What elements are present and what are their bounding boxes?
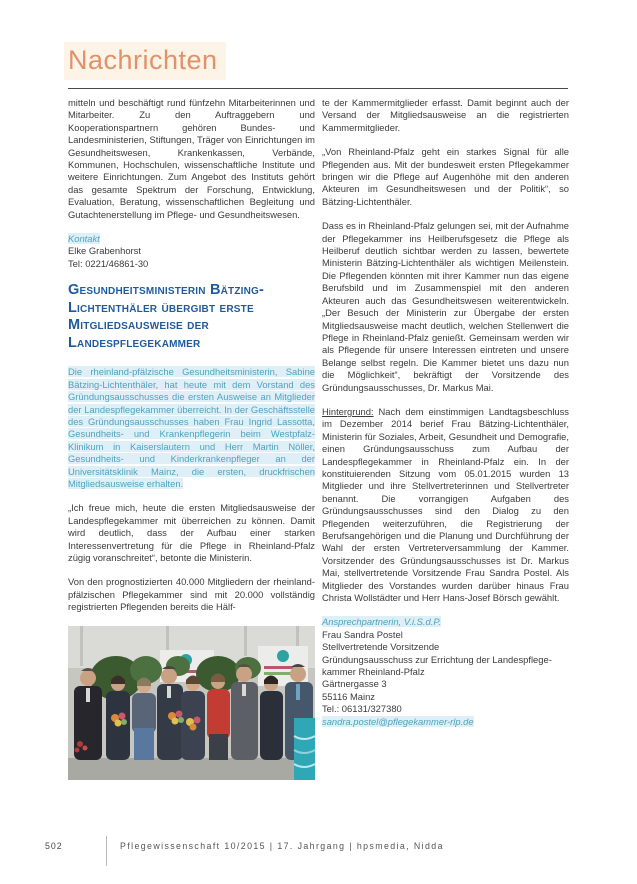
contact-block-ansprechpartnerin: [322, 616, 569, 728]
group-photo: [68, 626, 315, 780]
page-title: Nachrichten: [64, 42, 226, 80]
paragraph-meilenstein: Dass es in Rheinland-Pfalz gelungen sei, mit der Aufnahme der Pflegekammer ins Heilberufsgesetz die Pflege als Heilberuf deutlich sichtbar werden zu lassen, bewertete Ministerin Bätzing-Lichtenthäler als wichtigen Meilenstein. Die Pflegenden könnten mit ihrer Kammer nun das eigene Berufsbild und im Zusammenspiel mit den anderen Akteuren auch das Gesundheitswesen weiterentwickeln. „Der Besuch der Ministerin zur Übergabe der ersten Mitgliedsausweise macht deutlich, welchen Stellenwert die Pflege in Rheinland-Pfalz genießt. Gemeinsam werden wir als Pflegende für unsere Interessen eintreten und unsere Belange selbst regeln. Die Kammer bietet uns dazu nun die Möglichkeit“, bekräftigt der Vorsitzende des Gründungsausschusses, Dr. Markus Mai.: [322, 220, 570, 393]
kontakt-name: Elke Grabenhorst: [68, 245, 141, 257]
footer-divider: [106, 836, 107, 866]
page-footer: [0, 838, 637, 872]
article-heading: Gesundheitsministerin Bätzing-Lichtenthäler übergibt erste Mitgliedsausweise der Landespflegekammer: [68, 282, 265, 351]
journal-info: Pflegewissenschaft 10/2015 | 17. Jahrgang | hpsmedia, Nidda: [120, 841, 444, 851]
paragraph-signal-zitat: „Von Rheinland-Pfalz geht ein starkes Signal für alle Pflegenden aus. Mit der bundesweit ersten Pflegekammer bringen wir die Pflege auf Augenhöhe mit den anderen Akteuren im Gesundheitswesen und der Politik“, so Bätzing-Lichtenthäler.: [322, 146, 569, 207]
contact-name: Frau Sandra Postel: [322, 628, 403, 640]
hintergrund-label: Hintergrund:: [322, 405, 374, 417]
contact-role-line: Ansprechpartnerin, V.i.S.d.P.: [322, 616, 441, 628]
right-column: [322, 97, 569, 740]
title-divider: [68, 88, 568, 89]
contact-city: 55116 Mainz: [322, 690, 375, 702]
teal-text: Die rheinland-pfälzische Gesundheitsministerin, Sabine Bätzing-Lichtenthäler, hat heute mit dem Vorstand des Gründungsausschusses die ersten Ausweise an Mitglieder der Landespflegekammer überreicht. In der Geschäftsstelle des Gründungsausschusses haben Frau Ingrid Lassotta, Gesundheits- und Krankenpflegerin beim Westpfalz-Klinikum in Kaiserslautern und Herr Martin Nöller, Gesundheits- und Kinderkrankenpfleger an der Universitätsklinik Mainz, die ersten, druckfrischen Mitgliedsausweise erhalten.: [68, 366, 315, 489]
paragraph-kammermitglieder: te der Kammermitglieder erfasst. Damit beginnt auch der Versand der Mitgliedsausweise an die registrierten Kammermitglieder.: [322, 97, 569, 133]
contact-tel: Tel.: 06131/327380: [322, 703, 402, 715]
paragraph-institute: mitteln und beschäftigt rund fünfzehn Mitarbeiterinnen und Mitarbeiter. Zu den Auftraggebern und Kooperationspartnern gehören Bundes- und Landesministerien, Stiftungen, Träger von Einrichtungen im Gesundheitswesen, Krankenkassen, Verbände, Kommunen, Hochschulen, wissenschaftliche Institute und weitere Einrichtungen. Zum Angebot des Instituts gehört das gesamte Spektrum der Forschung, Entwicklung, Evaluation, Beratung, wissenschaftlichen Begleitung und Gutachtenerstellung im Pflege- und Gesundheitswesen.: [68, 97, 315, 220]
paragraph-teal-highlight: [68, 366, 315, 490]
contact-org-line1: Gründungsausschuss zur Errichtung der Landespflege-: [322, 653, 552, 665]
contact-street: Gärtnergasse 3: [322, 678, 387, 690]
hintergrund-text: Nach dem einstimmigen Landtagsbeschluss im Dezember 2014 berief Frau Bätzing-Lichtenthäler, Ministerin für Soziales, Arbeit, Gesundheit und Demografie, einen Gründungsausschuss zum Aufbau der Landespflegekammer in Rheinland-Pfalz ein. In der konstituierenden Sitzung vom 05.01.2015 wurden 13 Mitglieder und ihre Stellvertreterinnen und Stellvertreter benannt. Die vorrangigen Aufgaben des Gründungsausschusses sind den Dialog zu den Pflegenden weiterzuführen, die Registrierung der Berufsangehörigen und die Planung und Durchführung der Wahl der ersten Vertreterversammlung der Kammer. Vorsitzender des Gründungsausschusses ist Dr. Markus Mai, stellvertretende Vorsitzende Frau Sandra Postel. Als Mitglieder des Vorstandes wurden darüber hinaus Frau Christa Wollstädter und Herr Hans-Josef Börsch gewählt.: [322, 405, 569, 604]
kontakt-label: Kontakt: [68, 233, 100, 245]
paragraph-mitglieder-zahlen: Von den prognostizierten 40.000 Mitgliedern der rheinland-pfälzischen Pflegekammer sind mit 20.000 vollständig registrierten Pflegenden bereits die Hälf-: [68, 576, 315, 613]
contact-email-link[interactable]: sandra.postel@pflegekammer-rlp.de: [322, 715, 474, 727]
paragraph-hintergrund: [322, 406, 569, 605]
contact-block-kontakt: [68, 233, 315, 270]
paragraph-quote-ministerin: „Ich freue mich, heute die ersten Mitgliedsausweise der Landespflegekammer mit überreichen zu können. Damit wird deutlich, dass der Aufbau einer starken Interessenvertretung für die Pflege in Rheinland-Pfalz zügig voranschreitet“, betonte die Ministerin.: [68, 502, 315, 563]
kontakt-tel: Tel: 0221/46861-30: [68, 257, 149, 269]
left-column: [68, 97, 315, 780]
contact-org-line2: kammer Rheinland-Pfalz: [322, 666, 425, 678]
page-number: 502: [45, 841, 63, 851]
contact-position: Stellvertretende Vorsitzende: [322, 641, 440, 653]
